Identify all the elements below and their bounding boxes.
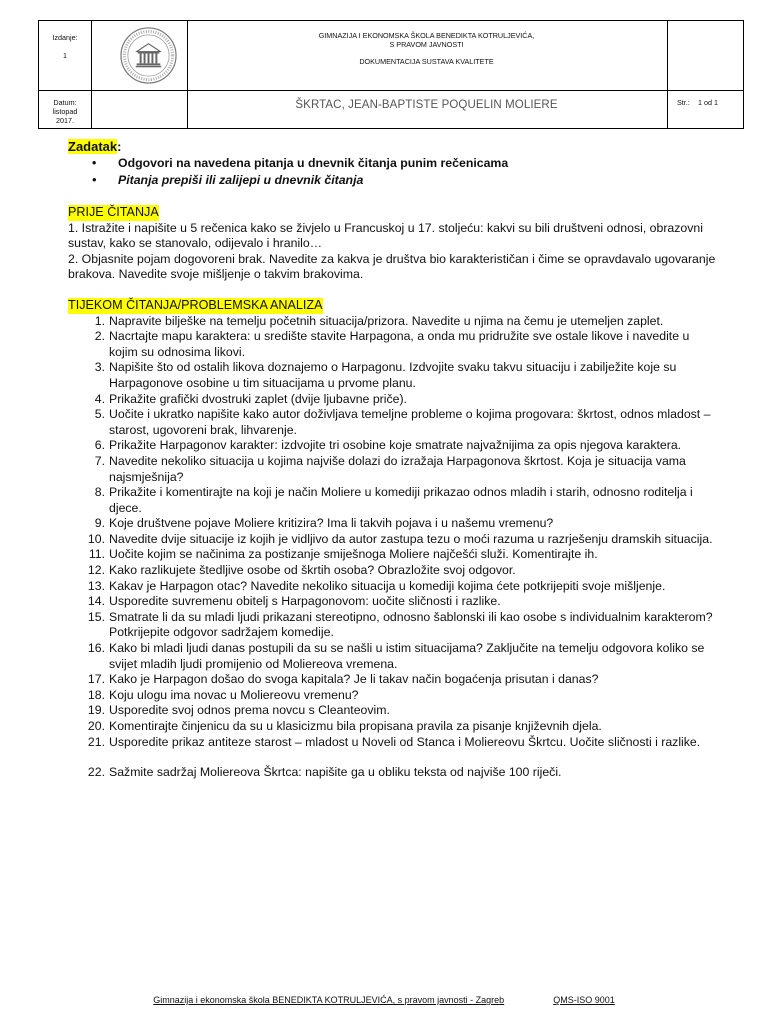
list-item: 8. Prikažite i komentirajte na koji je način Moliere u komediji prikazao odnos mladih i starih, odnosno roditelja i djece. xyxy=(94,485,693,515)
date-label: Datum: xyxy=(53,98,77,107)
list-item: 17. Kako je Harpagon došao do svoga kapitala? Je li takav način bogaćenja prisutan i danas? xyxy=(87,672,599,687)
page-label: Str.: xyxy=(677,98,690,107)
task-heading-colon: : xyxy=(117,139,122,154)
list-item: 18. Koju ulogu ima novac u Moliereovu vremenu? xyxy=(87,687,359,702)
list-item: 7. Navedite nekoliko situacija u kojima najviše dolazi do izražaja Harpagonova škrtost. Koja je situacija vama najsmješnija? xyxy=(94,453,686,484)
list-item: 10. Navedite dvije situacije iz kojih je vidljivo da autor zastupa tezu o moći razuma u razrješenju dramskih situacija. xyxy=(87,531,713,546)
school-name-line2: S PRAVOM JAVNOSTI xyxy=(389,40,464,49)
section-heading-before: PRIJE ČITANJA xyxy=(68,205,159,219)
list-item: 4. Prikažite grafički dvostruki zaplet (dvije ljubavne priče). xyxy=(94,391,407,406)
bullet-icon: • xyxy=(92,173,97,187)
before-question-2: 2. Objasnite pojam dogovoreni brak. Navedite za kakva je društva bio karakterističan i čime se opravdavalo ugovaranje brakova. Navedite svoje mišljenje o takvim brakovima. xyxy=(68,251,716,282)
school-name-line1: GIMNAZIJA I EKONOMSKA ŠKOLA BENEDIKTA KOTRULJEVIĆA, xyxy=(318,31,535,40)
list-item: 9. Koje društvene pojave Moliere kritizira? Ima li takvih pojava i u našemu vremenu? xyxy=(94,516,554,531)
list-item: 19. Usporedite svoj odnos prema novcu s Cleanteovim. xyxy=(87,703,390,718)
footer-code: QMS-ISO 9001 xyxy=(553,995,615,1005)
list-item: 15. Smatrate li da su mladi ljudi prikazani stereotipno, odnosno šablonski ili kao osobe s individualnim karakterom? Potkrijepite odgovor sadržajem komedije. xyxy=(87,609,713,640)
footer-school: Gimnazija i ekonomska škola BENEDIKTA KOTRULJEVIĆA, s pravom javnosti - Zagreb xyxy=(153,995,505,1005)
edition-label: Izdanje: xyxy=(52,33,78,42)
document-header xyxy=(38,20,744,129)
document-title: ŠKRTAC, JEAN-BAPTISTE POQUELIN MOLIERE xyxy=(295,99,558,111)
list-item: 2. Nacrtajte mapu karaktera: u središte stavite Harpagona, a onda mu pridružite sve ostale likove i navedite u kojim su odnosima likovi. xyxy=(94,329,690,359)
list-item: 16. Kako bi mladi ljudi danas postupili da su se našli u istim situacijama? Zaključite na temelju odgovora koliko se svijet mladih ljudi promijenio od Moliereova vremena. xyxy=(87,641,705,671)
list-item: 3. Napišite što od ostalih likova doznajemo o Harpagonu. Izdvojite svaku takvu situaciju i zabilježite koje su Harpagonove osobine u tim situacijama u prvome planu. xyxy=(94,360,677,390)
page-value: 1 od 1 xyxy=(698,98,718,107)
list-item: 20. Komentirajte činjenicu da su u klasicizmu bila propisana pravila za pisanje književnih djela. xyxy=(87,719,602,733)
list-item: 11. Uočite kojim se načinima za postizanje smiješnoga Moliere najčešći služi. Komentirajte ih. xyxy=(88,547,598,562)
task-heading: Zadatak xyxy=(68,139,118,154)
list-item: 12. Kako razlikujete štedljive osobe od škrtih osoba? Obrazložite svoj odgovor. xyxy=(87,563,516,578)
date-year: 2017. xyxy=(56,116,74,125)
task-item: • Odgovori na navedena pitanja u dnevnik čitanja punim rečenicama xyxy=(92,156,509,170)
edition-value: 1 xyxy=(63,51,67,60)
list-item: 13. Kakav je Harpagon otac? Navedite nekoliko situacija u komediji kojima ćete potkrijepiti svoje mišljenje. xyxy=(87,578,666,593)
list-item: 5. Uočite i ukratko napišite kako autor doživljava temeljne probleme o kojima progovara: škrtost, odnos mladost – starost, ugovoreni brak, lihvarenje. xyxy=(94,407,711,437)
document-footer xyxy=(0,995,768,1005)
list-item: 1. Napravite bilješke na temelju početnih situacija/prizora. Navedite u njima na čemu je utemeljen zaplet. xyxy=(94,313,664,328)
date-month: listopad xyxy=(52,107,78,116)
section-heading-during: TIJEKOM ČITANJA/PROBLEMSKA ANALIZA xyxy=(68,297,323,312)
doc-system-label: DOKUMENTACIJA SUSTAVA KVALITETE xyxy=(359,57,494,66)
list-item: 14. Usporedite suvremenu obitelj s Harpagonovom: uočite sličnosti i razlike. xyxy=(87,594,501,609)
list-item: 21. Usporedite prikaz antiteze starost – mladost u Noveli od Stanca i Moliereovu Škrtcu. Uočite sličnosti i razlike. xyxy=(87,734,701,749)
school-seal-logo xyxy=(119,26,178,85)
question-list xyxy=(68,314,718,781)
list-item: 6. Prikažite Harpagonov karakter: izdvojite tri osobine koje smatrate najvažnijima za opis njegova karaktera. xyxy=(94,438,682,453)
before-question-1: 1. Istražite i napišite u 5 rečenica kako se živjelo u Francuskoj u 17. stoljeću: kakvi su bili društveni odnosi, obrazovni sustav, kako se stanovalo, odijevalo i hranilo… xyxy=(68,220,703,251)
bullet-icon: • xyxy=(92,156,97,170)
task-item: • Pitanja prepiši ili zalijepi u dnevnik čitanja xyxy=(92,173,364,187)
document-body xyxy=(68,138,718,781)
list-item: 22. Sažmite sadržaj Moliereova Škrtca: napišite ga u obliku teksta od najviše 100 riječi. xyxy=(87,765,562,780)
task-list xyxy=(68,155,718,189)
